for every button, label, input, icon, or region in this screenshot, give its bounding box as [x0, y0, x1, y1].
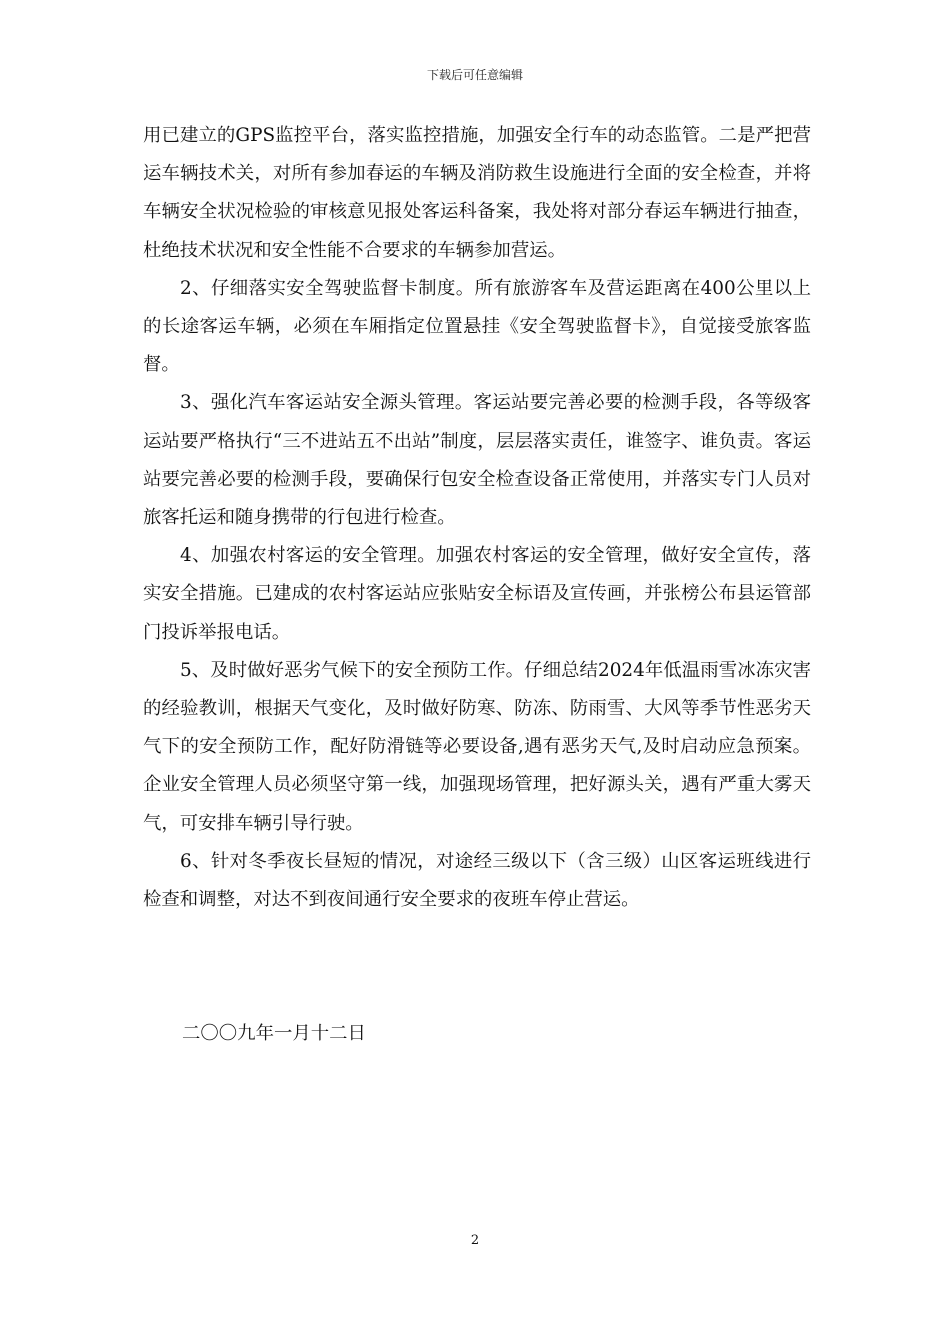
paragraph-item-4: 4、加强农村客运的安全管理。加强农村客运的安全管理，做好安全宣传，落实安全措施。已建成的农村客运站应张贴安全标语及宣传画，并张榜公布县运管部门投诉举报电话。 [143, 545, 811, 643]
document-body [143, 117, 811, 919]
header-note: 下载后可任意编辑 [426, 68, 523, 82]
paragraph-item-5: 5、及时做好恶劣气候下的安全预防工作。仔细总结2024年低温雨雪冰冻灾害的经验教训，根据天气变化，及时做好防寒、防冻、防雨雪、大风等季节性恶劣天气下的安全预防工作，配好防滑链等必要设备,遇有恶劣天气,及时启动应急预案。企业安全管理人员必须坚守第一线，加强现场管理，把好源头关，遇有严重大雾天气，可安排车辆引导行驶。 [143, 659, 811, 834]
paragraph-continuation: 用已建立的GPS监控平台，落实监控措施，加强安全行车的动态监管。二是严把营运车辆技术关，对所有参加春运的车辆及消防救生设施进行全面的安全检查，并将车辆安全状况检验的审核意见报处客运科备案，我处将对部分春运车辆进行抽查，杜绝技术状况和安全性能不合要求的车辆参加营运。 [143, 125, 811, 261]
paragraph-item-6: 6、针对冬季夜长昼短的情况，对途经三级以下（含三级）山区客运班线进行检查和调整，对达不到夜间通行安全要求的夜班车停止营运。 [143, 850, 811, 911]
page-number: 2 [470, 1233, 480, 1248]
document-date: 二〇〇九年一月十二日 [182, 1023, 366, 1044]
paragraph-item-2: 2、仔细落实安全驾驶监督卡制度。所有旅游客车及营运距离在400公里以上的长途客运车辆，必须在车厢指定位置悬挂《安全驾驶监督卡》，自觉接受旅客监督。 [143, 277, 811, 376]
paragraph-item-3: 3、强化汽车客运站安全源头管理。客运站要完善必要的检测手段，各等级客运站要严格执行“三不进站五不出站”制度，层层落实责任，谁签字、谁负责。客运站要完善必要的检测手段，要确保行包安全检查设备正常使用，并落实专门人员对旅客托运和随身携带的行包进行检查。 [143, 392, 811, 529]
